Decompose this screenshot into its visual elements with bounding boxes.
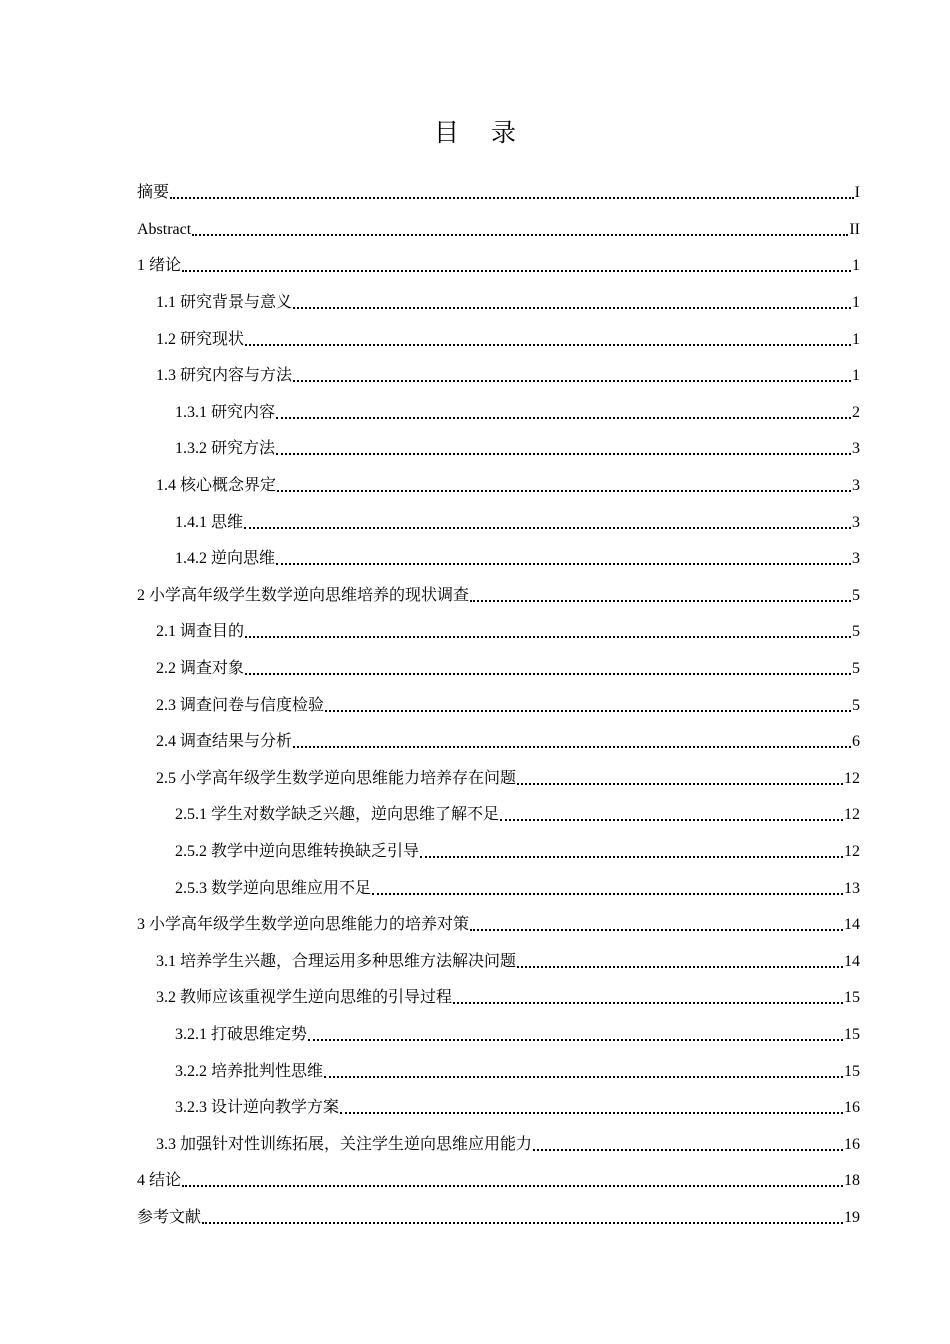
toc-page-number: 15 — [844, 1025, 860, 1043]
page-title: 目 录 — [434, 118, 528, 147]
toc-dot-leader — [245, 622, 851, 642]
toc-page-number: 3 — [852, 477, 860, 495]
toc-entry-label: 2.3 调查问卷与信度检验 — [156, 696, 325, 714]
toc-page-number: 19 — [844, 1208, 860, 1226]
toc-entry[interactable] — [137, 943, 860, 980]
table-of-contents — [137, 175, 860, 1236]
toc-dot-leader — [182, 256, 851, 276]
toc-dot-leader — [533, 1135, 843, 1155]
toc-entry-label: 2.5.1 学生对数学缺乏兴趣，逆向思维了解不足 — [175, 806, 500, 824]
toc-page-number: 14 — [844, 916, 860, 934]
toc-page-number: 5 — [852, 623, 860, 641]
toc-entry-label: 参考文献 — [137, 1208, 202, 1226]
toc-entry[interactable] — [137, 504, 860, 541]
toc-dot-leader — [372, 879, 843, 899]
toc-page-number: 12 — [844, 769, 860, 787]
toc-dot-leader — [192, 220, 848, 240]
toc-entry-label: 1.4.1 思维 — [175, 513, 244, 531]
toc-entry[interactable] — [137, 651, 860, 688]
toc-page-number: 12 — [844, 806, 860, 824]
toc-dot-leader — [182, 1171, 843, 1191]
toc-entry-label: 3.2.3 设计逆向教学方案 — [175, 1099, 340, 1117]
toc-page-number: I — [854, 184, 860, 202]
toc-dot-leader — [202, 1208, 843, 1228]
toc-entry[interactable] — [137, 1053, 860, 1090]
toc-page-number: 12 — [844, 842, 860, 860]
toc-page-number: 1 — [852, 257, 860, 275]
toc-entry-label: 1.1 研究背景与意义 — [156, 294, 293, 312]
toc-entry[interactable] — [137, 468, 860, 505]
toc-dot-leader — [245, 330, 851, 350]
toc-entry[interactable] — [137, 321, 860, 358]
toc-dot-leader — [470, 586, 851, 606]
toc-page-number: 2 — [852, 403, 860, 421]
toc-entry-label: 2.5 小学高年级学生数学逆向思维能力培养存在问题 — [156, 769, 517, 787]
toc-dot-leader — [276, 549, 851, 569]
toc-dot-leader — [245, 659, 851, 679]
toc-entry-label: 2.2 调查对象 — [156, 660, 245, 678]
toc-entry-label: 2.5.3 数学逆向思维应用不足 — [175, 879, 372, 897]
toc-dot-leader — [517, 769, 843, 789]
toc-entry-label: 2.1 调查目的 — [156, 623, 245, 641]
toc-entry-label: 1.4.2 逆向思维 — [175, 550, 276, 568]
toc-dot-leader — [325, 696, 851, 716]
toc-dot-leader — [170, 183, 854, 203]
toc-page-number: 6 — [852, 733, 860, 751]
toc-entry-label: 1.3.1 研究内容 — [175, 403, 276, 421]
toc-page-number: 5 — [852, 696, 860, 714]
toc-entry-label: 3.3 加强针对性训练拓展，关注学生逆向思维应用能力 — [156, 1135, 533, 1153]
toc-entry[interactable] — [137, 212, 860, 249]
toc-entry[interactable] — [137, 1200, 860, 1237]
toc-entry-label: 1.4 核心概念界定 — [156, 477, 277, 495]
toc-entry[interactable] — [137, 797, 860, 834]
toc-page-number: 16 — [844, 1099, 860, 1117]
toc-entry-label: 2 小学高年级学生数学逆向思维培养的现状调查 — [137, 586, 470, 604]
toc-entry-label: 3.1 培养学生兴趣，合理运用多种思维方法解决问题 — [156, 952, 517, 970]
toc-entry[interactable] — [137, 541, 860, 578]
toc-dot-leader — [276, 403, 851, 423]
toc-page-number: 1 — [852, 330, 860, 348]
toc-dot-leader — [277, 476, 851, 496]
toc-entry[interactable] — [137, 431, 860, 468]
toc-dot-leader — [308, 1025, 843, 1045]
toc-dot-leader — [244, 513, 851, 533]
toc-entry-label: 3.2 教师应该重视学生逆向思维的引导过程 — [156, 989, 453, 1007]
toc-page-number: II — [849, 220, 860, 238]
toc-dot-leader — [340, 1098, 843, 1118]
toc-entry[interactable] — [137, 870, 860, 907]
toc-dot-leader — [517, 952, 843, 972]
toc-page-number: 3 — [852, 550, 860, 568]
toc-entry[interactable] — [137, 578, 860, 615]
toc-entry[interactable] — [137, 724, 860, 761]
toc-page-number: 5 — [852, 660, 860, 678]
toc-dot-leader — [293, 732, 851, 752]
toc-entry-label: 2.5.2 教学中逆向思维转换缺乏引导 — [175, 842, 420, 860]
toc-dot-leader — [500, 805, 843, 825]
toc-entry[interactable] — [137, 1163, 860, 1200]
toc-entry-label: 1.3 研究内容与方法 — [156, 367, 293, 385]
toc-entry-label: 3.2.1 打破思维定势 — [175, 1025, 308, 1043]
toc-page-number: 14 — [844, 952, 860, 970]
toc-entry[interactable] — [137, 175, 860, 212]
toc-page-number: 1 — [852, 367, 860, 385]
toc-entry[interactable] — [137, 834, 860, 871]
toc-dot-leader — [470, 915, 843, 935]
toc-dot-leader — [293, 293, 851, 313]
toc-entry[interactable] — [137, 1017, 860, 1054]
toc-page-number: 13 — [844, 879, 860, 897]
toc-entry-label: 1.2 研究现状 — [156, 330, 245, 348]
toc-entry[interactable] — [137, 285, 860, 322]
toc-entry-label: 摘要 — [137, 184, 170, 202]
toc-entry[interactable] — [137, 761, 860, 798]
toc-entry-label: 4 结论 — [137, 1172, 182, 1190]
toc-entry[interactable] — [137, 980, 860, 1017]
toc-entry-label: 1.3.2 研究方法 — [175, 440, 276, 458]
toc-page-number: 3 — [852, 440, 860, 458]
toc-entry[interactable] — [137, 395, 860, 432]
toc-entry[interactable] — [137, 907, 860, 944]
toc-dot-leader — [324, 1062, 843, 1082]
toc-entry[interactable] — [137, 614, 860, 651]
toc-entry[interactable] — [137, 248, 860, 285]
toc-dot-leader — [293, 366, 851, 386]
toc-entry[interactable] — [137, 1090, 860, 1127]
toc-page-number: 18 — [844, 1172, 860, 1190]
toc-entry-label: Abstract — [137, 220, 192, 238]
toc-dot-leader — [453, 988, 843, 1008]
toc-page-number: 1 — [852, 294, 860, 312]
toc-page-number: 15 — [844, 989, 860, 1007]
toc-page-number: 3 — [852, 513, 860, 531]
toc-entry[interactable] — [137, 687, 860, 724]
toc-entry[interactable] — [137, 1126, 860, 1163]
toc-page-number: 16 — [844, 1135, 860, 1153]
toc-page-number: 15 — [844, 1062, 860, 1080]
toc-page-number: 5 — [852, 586, 860, 604]
toc-entry-label: 3.2.2 培养批判性思维 — [175, 1062, 324, 1080]
toc-entry-label: 2.4 调查结果与分析 — [156, 733, 293, 751]
toc-entry[interactable] — [137, 358, 860, 395]
toc-entry-label: 3 小学高年级学生数学逆向思维能力的培养对策 — [137, 916, 470, 934]
toc-entry-label: 1 绪论 — [137, 257, 182, 275]
toc-dot-leader — [276, 439, 851, 459]
toc-dot-leader — [420, 842, 843, 862]
